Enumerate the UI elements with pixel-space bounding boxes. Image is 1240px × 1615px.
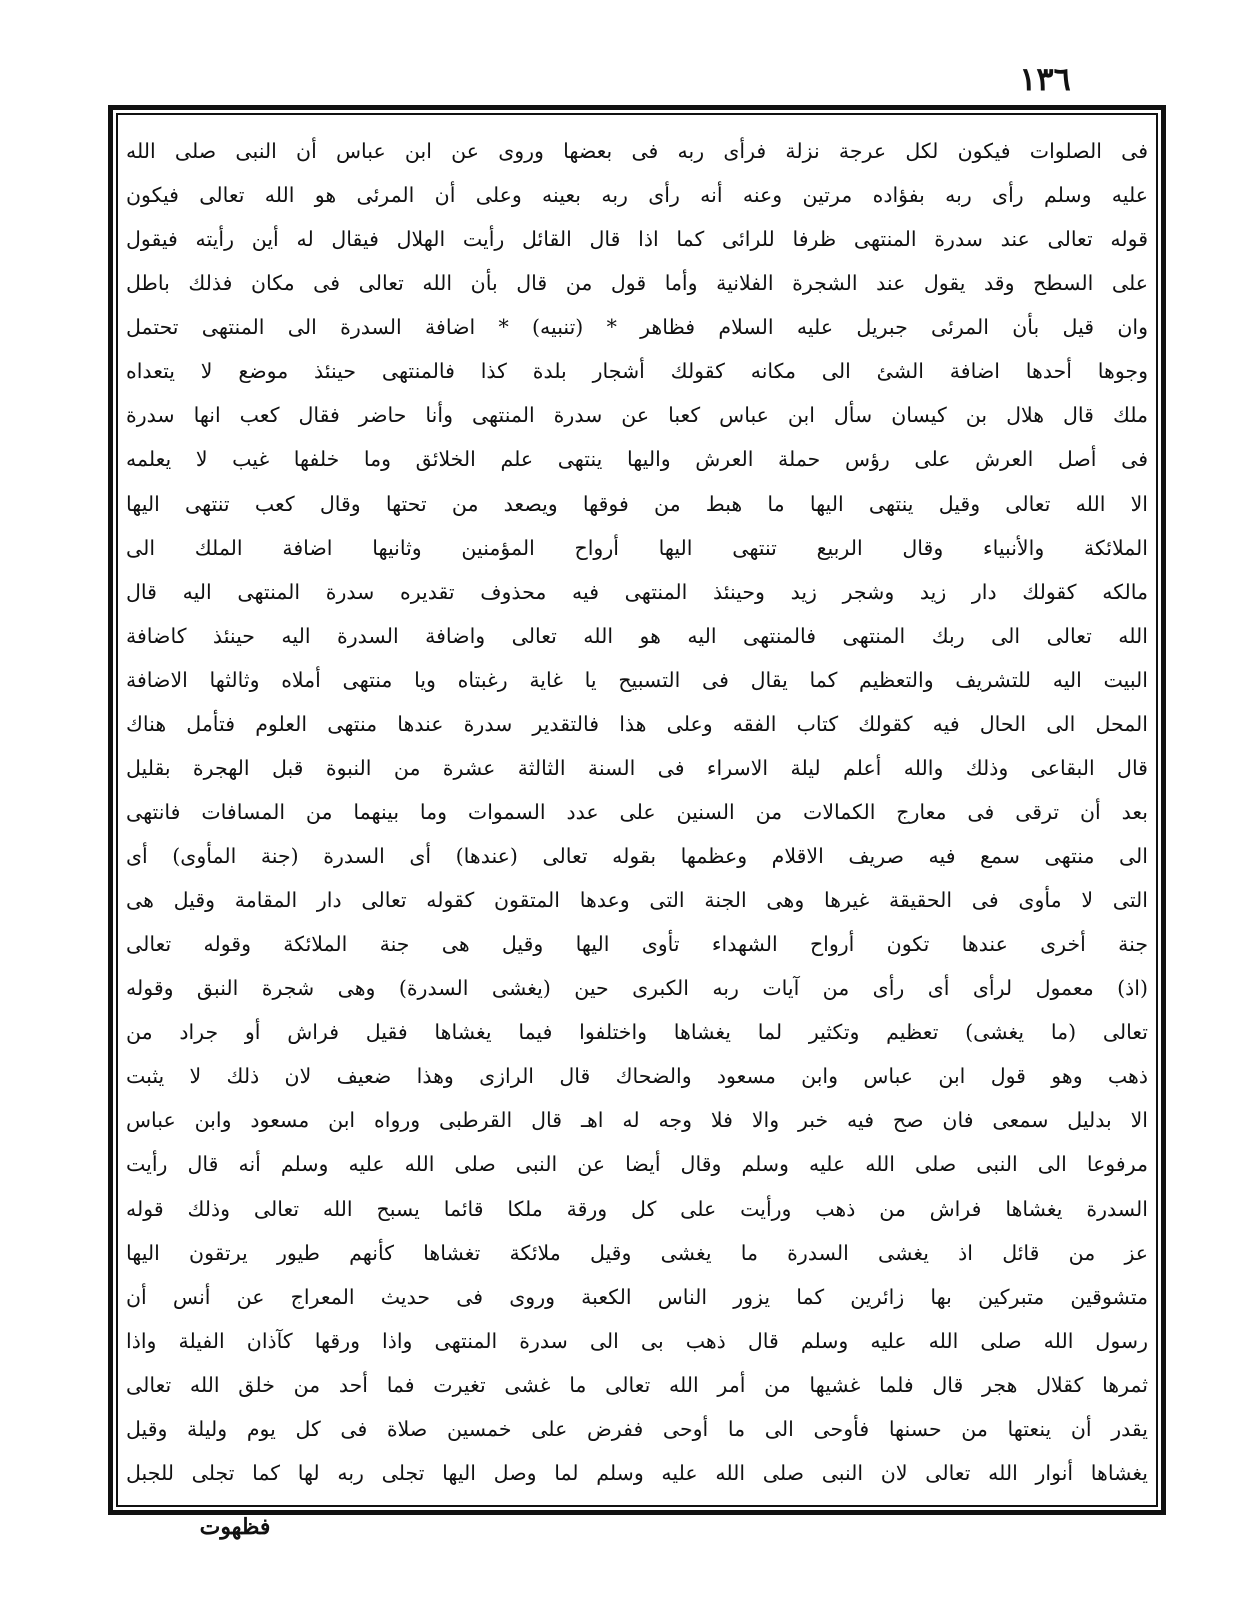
text-line: يقدر أن ينعتها من حسنها فأوحى الى ما أوحى ففرض على خمسين صلاة فى كل يوم وليلة وقيل xyxy=(126,1416,1148,1441)
text-line: رسول الله صلى الله عليه وسلم قال ذهب بى الى سدرة المنتهى واذا ورقها كآذان الفيلة واذا xyxy=(126,1328,1148,1353)
text-line: قال البقاعى وذلك والله أعلم ليلة الاسراء فى السنة الثالثة عشرة من النبوة قبل الهجرة بقليل xyxy=(126,755,1148,780)
text-line: وجوها أحدها اضافة الشئ الى مكانه كقولك أشجار بلدة كذا فالمنتهى حينئذ موضع لا يتعداه xyxy=(126,359,1148,384)
text-line: جنة أخرى عندها تكون أرواح الشهداء تأوى اليها وقيل هى جنة الملائكة وقوله تعالى xyxy=(126,932,1148,957)
page-number: ١٣٦ xyxy=(1019,60,1071,98)
text-line: الى منتهى سمع فيه صريف الاقلام وعظمها بقوله تعالى (عندها) أى السدرة (جنة المأوى) أى xyxy=(126,844,1148,868)
text-line: يغشاها أنوار الله تعالى لان النبى صلى الله عليه وسلم لما وصل اليها تجلى ربه لها كما تجلى للجبل xyxy=(126,1460,1148,1485)
text-line: عليه وسلم رأى ربه بفؤاده مرتين وعنه أنه رأى ربه بعينه وعلى أن المرئى هو الله تعالى فيكون xyxy=(126,183,1148,208)
text-line: متشوقين متبركين بها زائرين كما يزور الناس الكعبة وروى فى حديث المعراج عن أنس أن xyxy=(126,1284,1148,1309)
text-line: ملك قال هلال بن كيسان سأل ابن عباس كعبا عن سدرة المنتهى وأنا حاضر فقال كعب انها سدرة xyxy=(126,403,1148,428)
text-line: عز من قائل اذ يغشى السدرة ما يغشى وقيل ملائكة تغشاها كأنهم طيور يرتقون اليها xyxy=(126,1240,1148,1265)
text-line: البيت اليه للتشريف والتعظيم كما يقال فى التسبيح يا غاية رغبتاه ويا منتهى أملاه وثالثها الاضافة xyxy=(126,667,1148,692)
text-line: فى الصلوات فيكون لكل عرجة نزلة فرأى ربه فى بعضها وروى عن ابن عباس أن النبى صلى الله xyxy=(126,139,1148,163)
text-line: الا الله تعالى وقيل ينتهى اليها ما هبط من فوقها ويصعد من تحتها وقال كعب تنتهى اليها xyxy=(126,491,1148,516)
text-line: المحل الى الحال فيه كقولك كتاب الفقه وعلى هذا فالتقدير سدرة عندها منتهى العلوم فتأمل هناك xyxy=(126,711,1148,736)
text-line: قوله تعالى عند سدرة المنتهى ظرفا للرائى كما اذا قال القائل رأيت الهلال فيقال له أين رأيته فيقول xyxy=(126,227,1148,252)
text-frame xyxy=(116,113,1158,1507)
text-line: الله تعالى الى ربك المنتهى فالمنتهى اليه هو الله تعالى واضافة السدرة اليه حينئذ كاضافة xyxy=(126,623,1148,648)
text-line: وان قيل بأن المرئى جبريل عليه السلام فظاهر * (تنبيه) * اضافة السدرة الى المنتهى تحتمل xyxy=(126,315,1148,340)
text-line: الملائكة والأنبياء وقال الربيع تنتهى اليها أرواح المؤمنين وثانيها اضافة الملك الى xyxy=(126,535,1148,560)
text-line: التى لا مأوى فى الحقيقة غيرها وهى الجنة التى وعدها المتقون كقوله تعالى دار المقامة وقيل هى xyxy=(126,888,1148,913)
text-line: على السطح وقد يقول عند الشجرة الفلانية وأما قول من قال بأن الله تعالى فى مكان فذلك باطل xyxy=(126,271,1148,296)
text-line: فى أصل العرش على رؤس حملة العرش واليها ينتهى علم الخلائق وما خلفها غيب لا يعلمه xyxy=(126,447,1148,472)
text-line: (اذ) معمول لرأى أى رأى من آيات ربه الكبرى حين (يغشى السدرة) وهى شجرة النبق وقوله xyxy=(126,976,1148,1001)
text-line: تعالى (ما يغشى) تعظيم وتكثير لما يغشاها واختلفوا فيما يغشاها فقيل فراش أو جراد من xyxy=(126,1020,1148,1045)
text-line: الا بدليل سمعى فان صح فيه خبر والا فلا وجه له اهـ قال القرطبى ورواه ابن مسعود وابن عباس xyxy=(126,1108,1148,1133)
text-line: ثمرها كقلال هجر قال فلما غشيها من أمر الله تعالى ما غشى تغيرت فما أحد من خلق الله تعالى xyxy=(126,1372,1148,1397)
text-line: مالكه كقولك دار زيد وشجر زيد وحينئذ المنتهى فيه محذوف تقديره سدرة المنتهى اليه قال xyxy=(126,579,1148,604)
catchword: فظهوت xyxy=(199,1514,271,1540)
text-body xyxy=(126,129,1148,1495)
text-line: السدرة يغشاها فراش من ذهب ورأيت على كل ورقة ملكا قائما يسبح الله تعالى وذلك قوله xyxy=(126,1196,1148,1221)
text-line: بعد أن ترقى فى معارج الكمالات من السنين على عدد السموات وما بينهما من المسافات فانتهى xyxy=(126,799,1148,824)
text-line: ذهب وهو قول ابن عباس وابن مسعود والضحاك قال الرازى وهذا ضعيف لان ذلك لا يثبت xyxy=(126,1064,1148,1089)
text-line: مرفوعا الى النبى صلى الله عليه وسلم وقال أيضا عن النبى صلى الله عليه وسلم أنه قال رأيت xyxy=(126,1152,1148,1177)
